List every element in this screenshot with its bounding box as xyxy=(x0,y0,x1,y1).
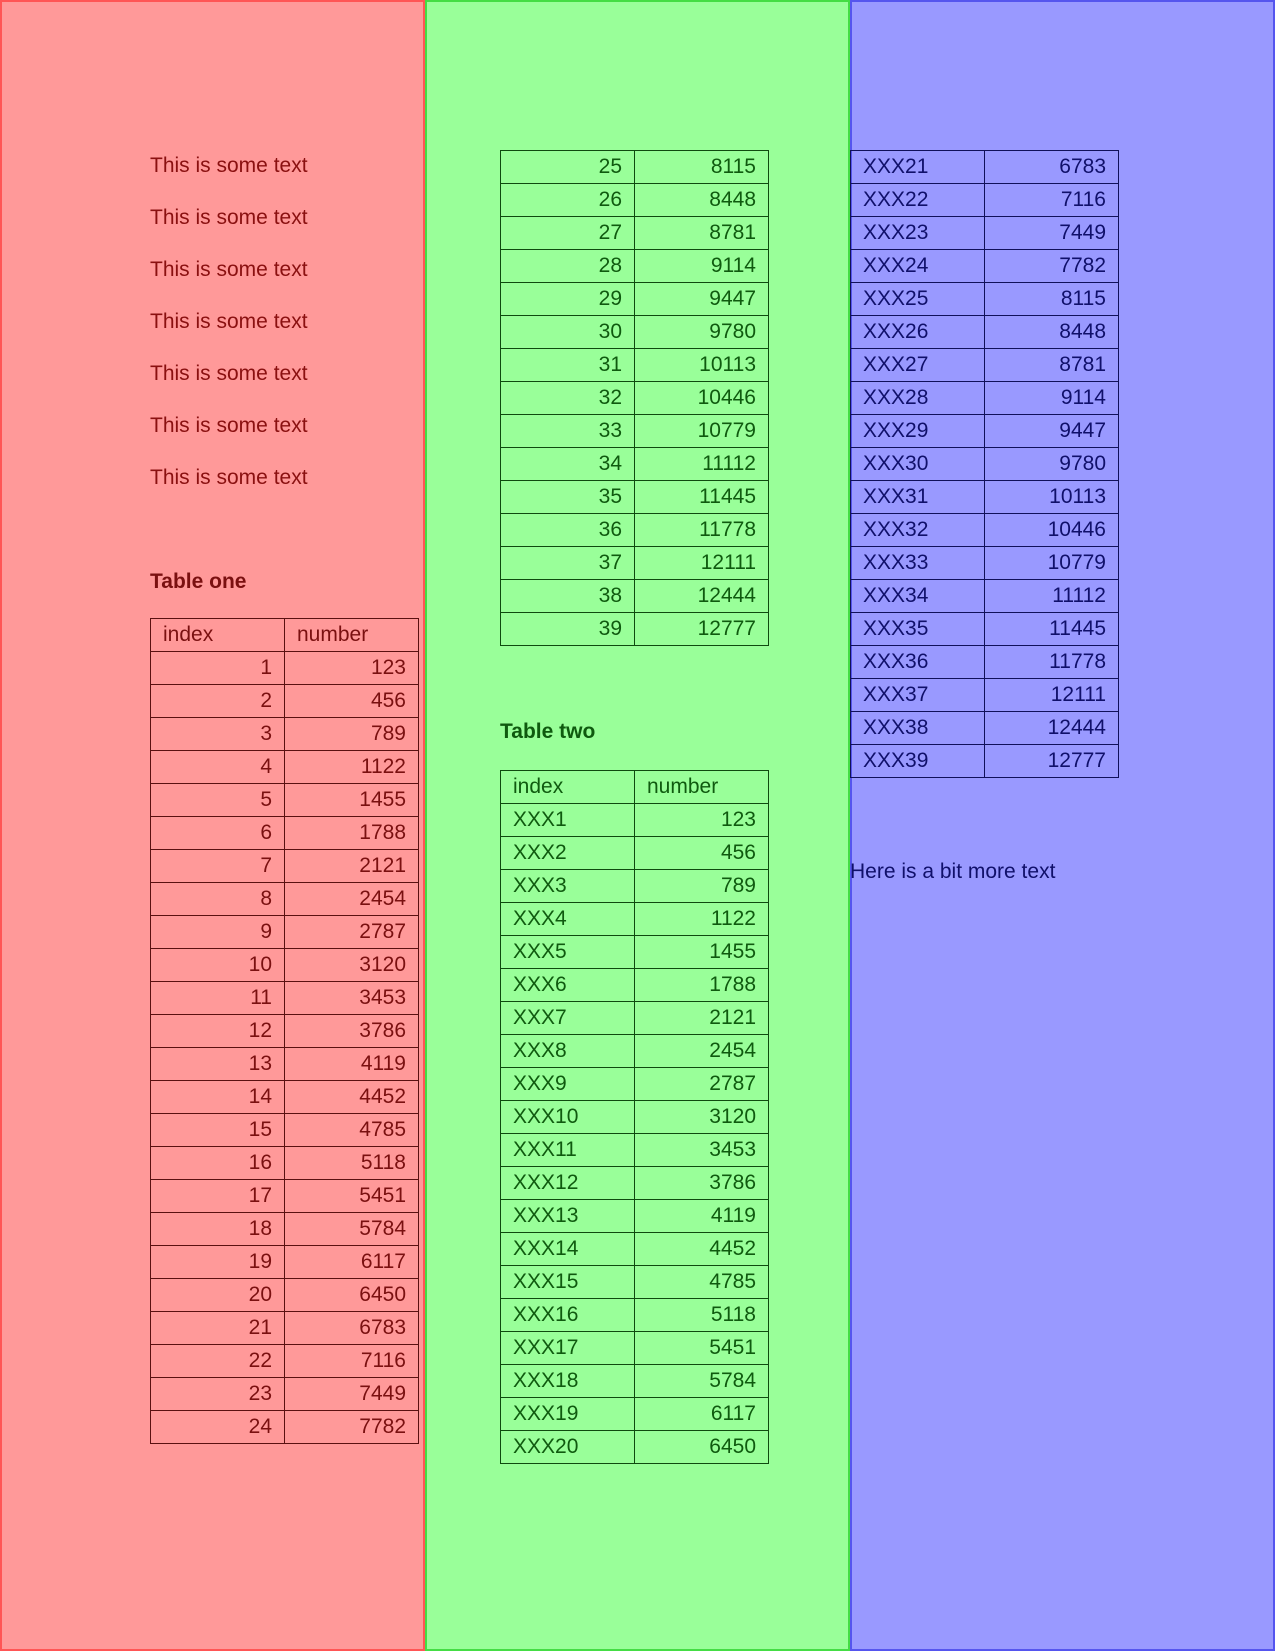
number-cell: 1122 xyxy=(635,903,769,936)
index-cell: XXX3 xyxy=(501,870,635,903)
table-row xyxy=(501,1365,769,1398)
number-cell: 5118 xyxy=(285,1147,419,1180)
index-cell: XXX22 xyxy=(851,184,985,217)
table-row xyxy=(151,1312,419,1345)
table-row xyxy=(151,685,419,718)
number-cell: 9114 xyxy=(985,382,1119,415)
table-row xyxy=(151,1345,419,1378)
table-row xyxy=(501,217,769,250)
number-cell: 7782 xyxy=(285,1411,419,1444)
table-row xyxy=(501,1002,769,1035)
table-row xyxy=(851,514,1119,547)
table-row xyxy=(501,1101,769,1134)
number-cell: 9780 xyxy=(985,448,1119,481)
number-cell: 6117 xyxy=(635,1398,769,1431)
table-row xyxy=(501,1134,769,1167)
number-cell: 7116 xyxy=(285,1345,419,1378)
number-cell: 7116 xyxy=(985,184,1119,217)
table-row xyxy=(501,1068,769,1101)
number-cell: 4452 xyxy=(635,1233,769,1266)
table-row xyxy=(501,837,769,870)
table-header-row xyxy=(501,771,769,804)
table-row xyxy=(501,283,769,316)
table-row xyxy=(851,646,1119,679)
number-cell: 1122 xyxy=(285,751,419,784)
index-cell: 27 xyxy=(501,217,635,250)
index-cell: 23 xyxy=(151,1378,285,1411)
number-cell: 11445 xyxy=(635,481,769,514)
table-row xyxy=(501,1035,769,1068)
index-cell: 1 xyxy=(151,652,285,685)
index-cell: 39 xyxy=(501,613,635,646)
index-cell: XXX5 xyxy=(501,936,635,969)
index-cell: XXX26 xyxy=(851,316,985,349)
index-cell: 21 xyxy=(151,1312,285,1345)
index-cell: XXX18 xyxy=(501,1365,635,1398)
index-cell: XXX9 xyxy=(501,1068,635,1101)
index-cell: XXX14 xyxy=(501,1233,635,1266)
index-cell: XXX33 xyxy=(851,547,985,580)
index-cell: XXX27 xyxy=(851,349,985,382)
index-cell: 4 xyxy=(151,751,285,784)
index-cell: XXX7 xyxy=(501,1002,635,1035)
table-row xyxy=(501,316,769,349)
index-cell: 25 xyxy=(501,151,635,184)
number-cell: 2787 xyxy=(285,916,419,949)
number-cell: 7449 xyxy=(985,217,1119,250)
number-cell: 6783 xyxy=(285,1312,419,1345)
table-row xyxy=(151,718,419,751)
table-row xyxy=(501,1167,769,1200)
table-row xyxy=(501,415,769,448)
table-row xyxy=(851,184,1119,217)
index-cell: XXX38 xyxy=(851,712,985,745)
table-row xyxy=(501,580,769,613)
number-cell: 9447 xyxy=(985,415,1119,448)
table-row xyxy=(851,580,1119,613)
index-cell: XXX32 xyxy=(851,514,985,547)
index-cell: 5 xyxy=(151,784,285,817)
table-row xyxy=(151,1114,419,1147)
table-row xyxy=(151,1048,419,1081)
index-cell: XXX2 xyxy=(501,837,635,870)
index-cell: XXX20 xyxy=(501,1431,635,1464)
index-cell: 3 xyxy=(151,718,285,751)
index-cell: 20 xyxy=(151,1279,285,1312)
paragraph: This is some text xyxy=(150,466,308,489)
number-cell: 11778 xyxy=(985,646,1119,679)
paragraph: This is some text xyxy=(150,414,308,437)
table-row xyxy=(501,349,769,382)
index-cell: 22 xyxy=(151,1345,285,1378)
number-cell: 10113 xyxy=(635,349,769,382)
index-cell: XXX28 xyxy=(851,382,985,415)
number-cell: 1788 xyxy=(285,817,419,850)
number-cell: 4119 xyxy=(285,1048,419,1081)
index-cell: XXX13 xyxy=(501,1200,635,1233)
index-cell: XXX35 xyxy=(851,613,985,646)
table-row xyxy=(851,283,1119,316)
column-header: index xyxy=(151,619,285,652)
index-cell: 30 xyxy=(501,316,635,349)
number-cell: 6450 xyxy=(635,1431,769,1464)
index-cell: 24 xyxy=(151,1411,285,1444)
index-cell: 13 xyxy=(151,1048,285,1081)
index-cell: XXX29 xyxy=(851,415,985,448)
table-row xyxy=(501,382,769,415)
index-cell: XXX11 xyxy=(501,1134,635,1167)
number-cell: 3453 xyxy=(635,1134,769,1167)
index-cell: XXX4 xyxy=(501,903,635,936)
number-cell: 5451 xyxy=(285,1180,419,1213)
number-cell: 3120 xyxy=(285,949,419,982)
table-row xyxy=(151,850,419,883)
table-row xyxy=(851,481,1119,514)
number-cell: 5451 xyxy=(635,1332,769,1365)
number-cell: 2454 xyxy=(635,1035,769,1068)
number-cell: 456 xyxy=(285,685,419,718)
index-cell: 15 xyxy=(151,1114,285,1147)
number-cell: 1788 xyxy=(635,969,769,1002)
index-cell: 7 xyxy=(151,850,285,883)
table-row xyxy=(501,250,769,283)
table-row xyxy=(501,613,769,646)
number-cell: 3453 xyxy=(285,982,419,1015)
number-cell: 4785 xyxy=(285,1114,419,1147)
table-row xyxy=(151,1279,419,1312)
table-one xyxy=(150,618,419,1444)
number-cell: 3120 xyxy=(635,1101,769,1134)
index-cell: XXX17 xyxy=(501,1332,635,1365)
table-row xyxy=(851,745,1119,778)
paragraph: This is some text xyxy=(150,362,308,385)
number-cell: 11778 xyxy=(635,514,769,547)
number-cell: 3786 xyxy=(285,1015,419,1048)
table-row xyxy=(501,804,769,837)
index-cell: 12 xyxy=(151,1015,285,1048)
table-row xyxy=(501,936,769,969)
number-cell: 6450 xyxy=(285,1279,419,1312)
number-cell: 8115 xyxy=(635,151,769,184)
number-cell: 9780 xyxy=(635,316,769,349)
index-cell: 33 xyxy=(501,415,635,448)
number-cell: 4452 xyxy=(285,1081,419,1114)
paragraph: This is some text xyxy=(150,154,308,177)
table-row xyxy=(851,415,1119,448)
table-row xyxy=(851,547,1119,580)
table-row xyxy=(151,1246,419,1279)
table-row xyxy=(501,448,769,481)
index-cell: 29 xyxy=(501,283,635,316)
number-cell: 6783 xyxy=(985,151,1119,184)
number-cell: 456 xyxy=(635,837,769,870)
table-row xyxy=(151,916,419,949)
paragraph: This is some text xyxy=(150,206,308,229)
number-cell: 789 xyxy=(635,870,769,903)
index-cell: XXX15 xyxy=(501,1266,635,1299)
table-two xyxy=(500,770,769,1464)
table-row xyxy=(851,217,1119,250)
number-cell: 11112 xyxy=(635,448,769,481)
table-row xyxy=(151,1411,419,1444)
number-cell: 5784 xyxy=(285,1213,419,1246)
number-cell: 12444 xyxy=(985,712,1119,745)
number-cell: 12777 xyxy=(635,613,769,646)
table-row xyxy=(851,679,1119,712)
index-cell: XXX37 xyxy=(851,679,985,712)
index-cell: 26 xyxy=(501,184,635,217)
index-cell: 16 xyxy=(151,1147,285,1180)
table-row xyxy=(151,652,419,685)
index-cell: XXX30 xyxy=(851,448,985,481)
index-cell: 35 xyxy=(501,481,635,514)
table-row xyxy=(851,712,1119,745)
index-cell: XXX21 xyxy=(851,151,985,184)
index-cell: XXX10 xyxy=(501,1101,635,1134)
table-row xyxy=(851,382,1119,415)
number-cell: 2454 xyxy=(285,883,419,916)
table-row xyxy=(501,1200,769,1233)
table-row xyxy=(151,751,419,784)
number-cell: 2121 xyxy=(285,850,419,883)
column-header: number xyxy=(635,771,769,804)
number-cell: 9114 xyxy=(635,250,769,283)
table-row xyxy=(151,982,419,1015)
index-cell: 18 xyxy=(151,1213,285,1246)
index-cell: 32 xyxy=(501,382,635,415)
table-row xyxy=(151,1081,419,1114)
table-row xyxy=(851,151,1119,184)
table-one-title: Table one xyxy=(150,570,247,593)
number-cell: 8115 xyxy=(985,283,1119,316)
table-row xyxy=(501,151,769,184)
number-cell: 8781 xyxy=(635,217,769,250)
number-cell: 4119 xyxy=(635,1200,769,1233)
index-cell: XXX34 xyxy=(851,580,985,613)
index-cell: XXX19 xyxy=(501,1398,635,1431)
number-cell: 9447 xyxy=(635,283,769,316)
number-cell: 3786 xyxy=(635,1167,769,1200)
column-header: index xyxy=(501,771,635,804)
number-cell: 2787 xyxy=(635,1068,769,1101)
table-row xyxy=(151,949,419,982)
table-two-title: Table two xyxy=(500,720,596,743)
number-cell: 12111 xyxy=(635,547,769,580)
index-cell: XXX25 xyxy=(851,283,985,316)
index-cell: 19 xyxy=(151,1246,285,1279)
table-row xyxy=(501,547,769,580)
table-row xyxy=(501,1332,769,1365)
index-cell: XXX24 xyxy=(851,250,985,283)
table-row xyxy=(151,1213,419,1246)
number-cell: 10446 xyxy=(985,514,1119,547)
index-cell: 28 xyxy=(501,250,635,283)
index-cell: 2 xyxy=(151,685,285,718)
number-cell: 8448 xyxy=(985,316,1119,349)
table-row xyxy=(501,514,769,547)
number-cell: 11112 xyxy=(985,580,1119,613)
index-cell: 14 xyxy=(151,1081,285,1114)
table-two-continued xyxy=(850,150,1119,778)
number-cell: 123 xyxy=(285,652,419,685)
table-header-row xyxy=(151,619,419,652)
table-row xyxy=(501,481,769,514)
index-cell: XXX31 xyxy=(851,481,985,514)
index-cell: 34 xyxy=(501,448,635,481)
number-cell: 10779 xyxy=(635,415,769,448)
number-cell: 4785 xyxy=(635,1266,769,1299)
table-row xyxy=(501,903,769,936)
index-cell: 6 xyxy=(151,817,285,850)
table-row xyxy=(151,883,419,916)
number-cell: 123 xyxy=(635,804,769,837)
number-cell: 10113 xyxy=(985,481,1119,514)
index-cell: XXX23 xyxy=(851,217,985,250)
table-row xyxy=(501,1431,769,1464)
table-row xyxy=(501,969,769,1002)
table-row xyxy=(501,870,769,903)
number-cell: 12444 xyxy=(635,580,769,613)
number-cell: 6117 xyxy=(285,1246,419,1279)
table-row xyxy=(501,1266,769,1299)
closing-text: Here is a bit more text xyxy=(850,860,1056,883)
table-row xyxy=(501,1233,769,1266)
index-cell: 10 xyxy=(151,949,285,982)
table-row xyxy=(851,349,1119,382)
number-cell: 11445 xyxy=(985,613,1119,646)
index-cell: 17 xyxy=(151,1180,285,1213)
index-cell: 11 xyxy=(151,982,285,1015)
index-cell: 31 xyxy=(501,349,635,382)
table-row xyxy=(851,250,1119,283)
table-row xyxy=(851,316,1119,349)
number-cell: 5118 xyxy=(635,1299,769,1332)
index-cell: 37 xyxy=(501,547,635,580)
index-cell: 38 xyxy=(501,580,635,613)
number-cell: 8448 xyxy=(635,184,769,217)
index-cell: XXX39 xyxy=(851,745,985,778)
table-row xyxy=(851,613,1119,646)
table-row xyxy=(501,184,769,217)
table-one-continued xyxy=(500,150,769,646)
number-cell: 12111 xyxy=(985,679,1119,712)
index-cell: 8 xyxy=(151,883,285,916)
index-cell: XXX16 xyxy=(501,1299,635,1332)
table-row xyxy=(501,1299,769,1332)
number-cell: 10446 xyxy=(635,382,769,415)
table-row xyxy=(151,784,419,817)
index-cell: XXX12 xyxy=(501,1167,635,1200)
number-cell: 7782 xyxy=(985,250,1119,283)
table-row xyxy=(151,1378,419,1411)
table-row xyxy=(151,817,419,850)
number-cell: 12777 xyxy=(985,745,1119,778)
number-cell: 789 xyxy=(285,718,419,751)
table-row xyxy=(851,448,1119,481)
number-cell: 2121 xyxy=(635,1002,769,1035)
table-row xyxy=(501,1398,769,1431)
index-cell: XXX36 xyxy=(851,646,985,679)
paragraph: This is some text xyxy=(150,310,308,333)
index-cell: XXX6 xyxy=(501,969,635,1002)
number-cell: 7449 xyxy=(285,1378,419,1411)
number-cell: 5784 xyxy=(635,1365,769,1398)
table-row xyxy=(151,1180,419,1213)
index-cell: XXX1 xyxy=(501,804,635,837)
number-cell: 1455 xyxy=(285,784,419,817)
table-row xyxy=(151,1015,419,1048)
number-cell: 10779 xyxy=(985,547,1119,580)
table-row xyxy=(151,1147,419,1180)
index-cell: 36 xyxy=(501,514,635,547)
column-header: number xyxy=(285,619,419,652)
index-cell: XXX8 xyxy=(501,1035,635,1068)
number-cell: 1455 xyxy=(635,936,769,969)
number-cell: 8781 xyxy=(985,349,1119,382)
index-cell: 9 xyxy=(151,916,285,949)
paragraph: This is some text xyxy=(150,258,308,281)
